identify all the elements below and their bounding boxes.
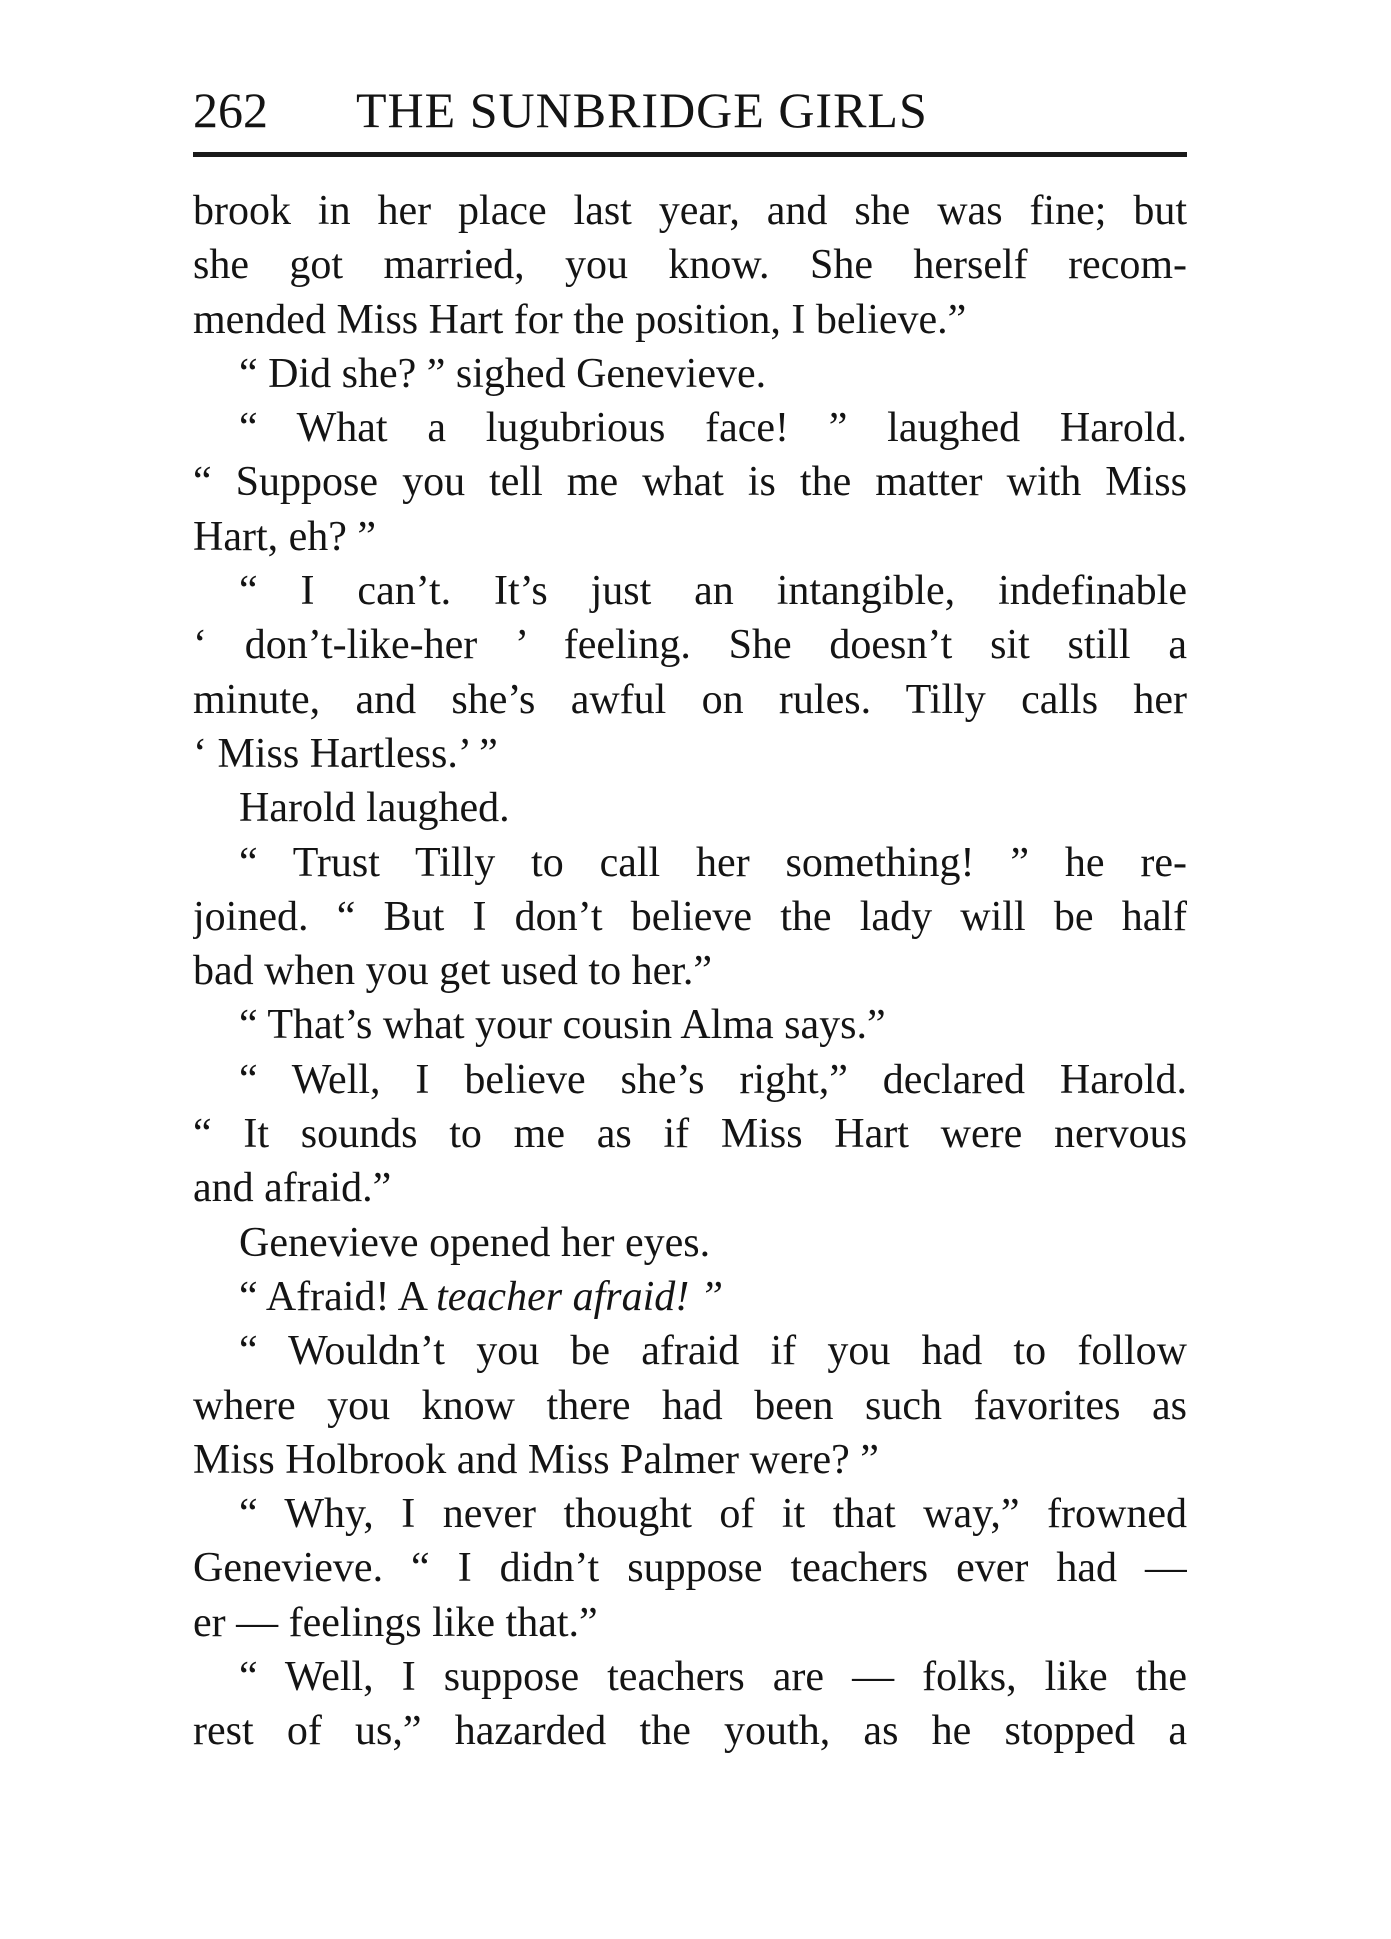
text-line	[193, 1596, 1187, 1650]
text-line	[193, 1433, 1187, 1487]
text-line	[193, 1270, 1187, 1324]
text-line	[193, 238, 1187, 292]
text-line	[193, 455, 1187, 509]
text-line	[193, 1650, 1187, 1704]
text-line-content: “ It sounds to me as if Miss Hart were nervous	[193, 1111, 1187, 1158]
text-line	[193, 1704, 1187, 1758]
text-line-content: “ That’s what your cousin Alma says.”	[239, 1002, 886, 1049]
page-number: 262	[193, 82, 268, 138]
text-line-content: Hart, eh? ”	[193, 513, 377, 560]
text-line-content: ‘ don’t-like-her ’ feeling. She doesn’t sit still a	[193, 622, 1187, 669]
text-line	[193, 293, 1187, 347]
text-line-content: er — feelings like that.”	[193, 1599, 598, 1646]
text-line-content: joined. “ But I don’t believe the lady will be half	[193, 893, 1187, 940]
text-line	[193, 1161, 1187, 1215]
text-line-content: brook in her place last year, and she was fine; but	[193, 188, 1187, 234]
header-rule	[193, 152, 1187, 157]
text-line	[193, 1487, 1187, 1541]
text-line	[193, 944, 1187, 998]
text-line-content: “ Wouldn’t you be afraid if you had to follow	[239, 1328, 1187, 1375]
text-line-content: “ Afraid! A	[239, 1273, 437, 1320]
text-line-content: mended Miss Hart for the position, I believe.”	[193, 296, 967, 343]
text-line	[193, 1107, 1187, 1161]
text-line-content: “ Suppose you tell me what is the matter with Miss	[193, 459, 1187, 506]
text-line-content: “ Well, I believe she’s right,” declared Harold.	[239, 1056, 1187, 1103]
text-line-content: “ Did she? ” sighed Genevieve.	[239, 350, 767, 397]
text-line	[193, 781, 1187, 835]
text-line	[193, 1379, 1187, 1433]
text-line-content: “ Why, I never thought of it that way,” frowned	[239, 1491, 1187, 1538]
running-title: THE SUNBRIDGE GIRLS	[356, 82, 928, 138]
text-line-content: and afraid.”	[193, 1165, 392, 1212]
text-line-content: rest of us,” hazarded the youth, as he stopped a	[193, 1708, 1187, 1755]
text-line-content: “ What a lugubrious face! ” laughed Harold.	[239, 405, 1187, 452]
text-line-content: Miss Holbrook and Miss Palmer were? ”	[193, 1436, 879, 1483]
body-text	[193, 184, 1187, 1759]
text-line-content: “ Well, I suppose teachers are — folks, like the	[239, 1654, 1187, 1701]
text-line-content: she got married, you know. She herself recom-	[193, 242, 1187, 289]
text-line-content: Genevieve. “ I didn’t suppose teachers ever had —	[193, 1545, 1187, 1592]
italic-phrase: teacher afraid! ”	[436, 1273, 724, 1320]
text-line-content: minute, and she’s awful on rules. Tilly calls her	[193, 676, 1187, 723]
text-line	[193, 673, 1187, 727]
text-line	[193, 836, 1187, 890]
text-line	[193, 564, 1187, 618]
text-line	[193, 727, 1187, 781]
text-line	[193, 1216, 1187, 1270]
text-line	[193, 1053, 1187, 1107]
text-line-content: ‘ Miss Hartless.’ ”	[193, 730, 498, 777]
text-line	[193, 401, 1187, 455]
text-line	[193, 184, 1187, 238]
text-line	[193, 1324, 1187, 1378]
text-line	[193, 890, 1187, 944]
text-line-content: bad when you get used to her.”	[193, 948, 713, 995]
text-line-content: where you know there had been such favorites as	[193, 1382, 1187, 1429]
text-line	[193, 618, 1187, 672]
text-line	[193, 998, 1187, 1052]
text-line-content: Genevieve opened her eyes.	[239, 1219, 711, 1266]
text-line	[193, 347, 1187, 401]
page-header	[193, 78, 1193, 142]
text-line-content: “ Trust Tilly to call her something! ” he re-	[239, 839, 1187, 886]
text-line-content: “ I can’t. It’s just an intangible, indefinable	[239, 568, 1187, 615]
text-line-content: Harold laughed.	[239, 785, 510, 832]
text-line	[193, 1541, 1187, 1595]
text-line	[193, 510, 1187, 564]
